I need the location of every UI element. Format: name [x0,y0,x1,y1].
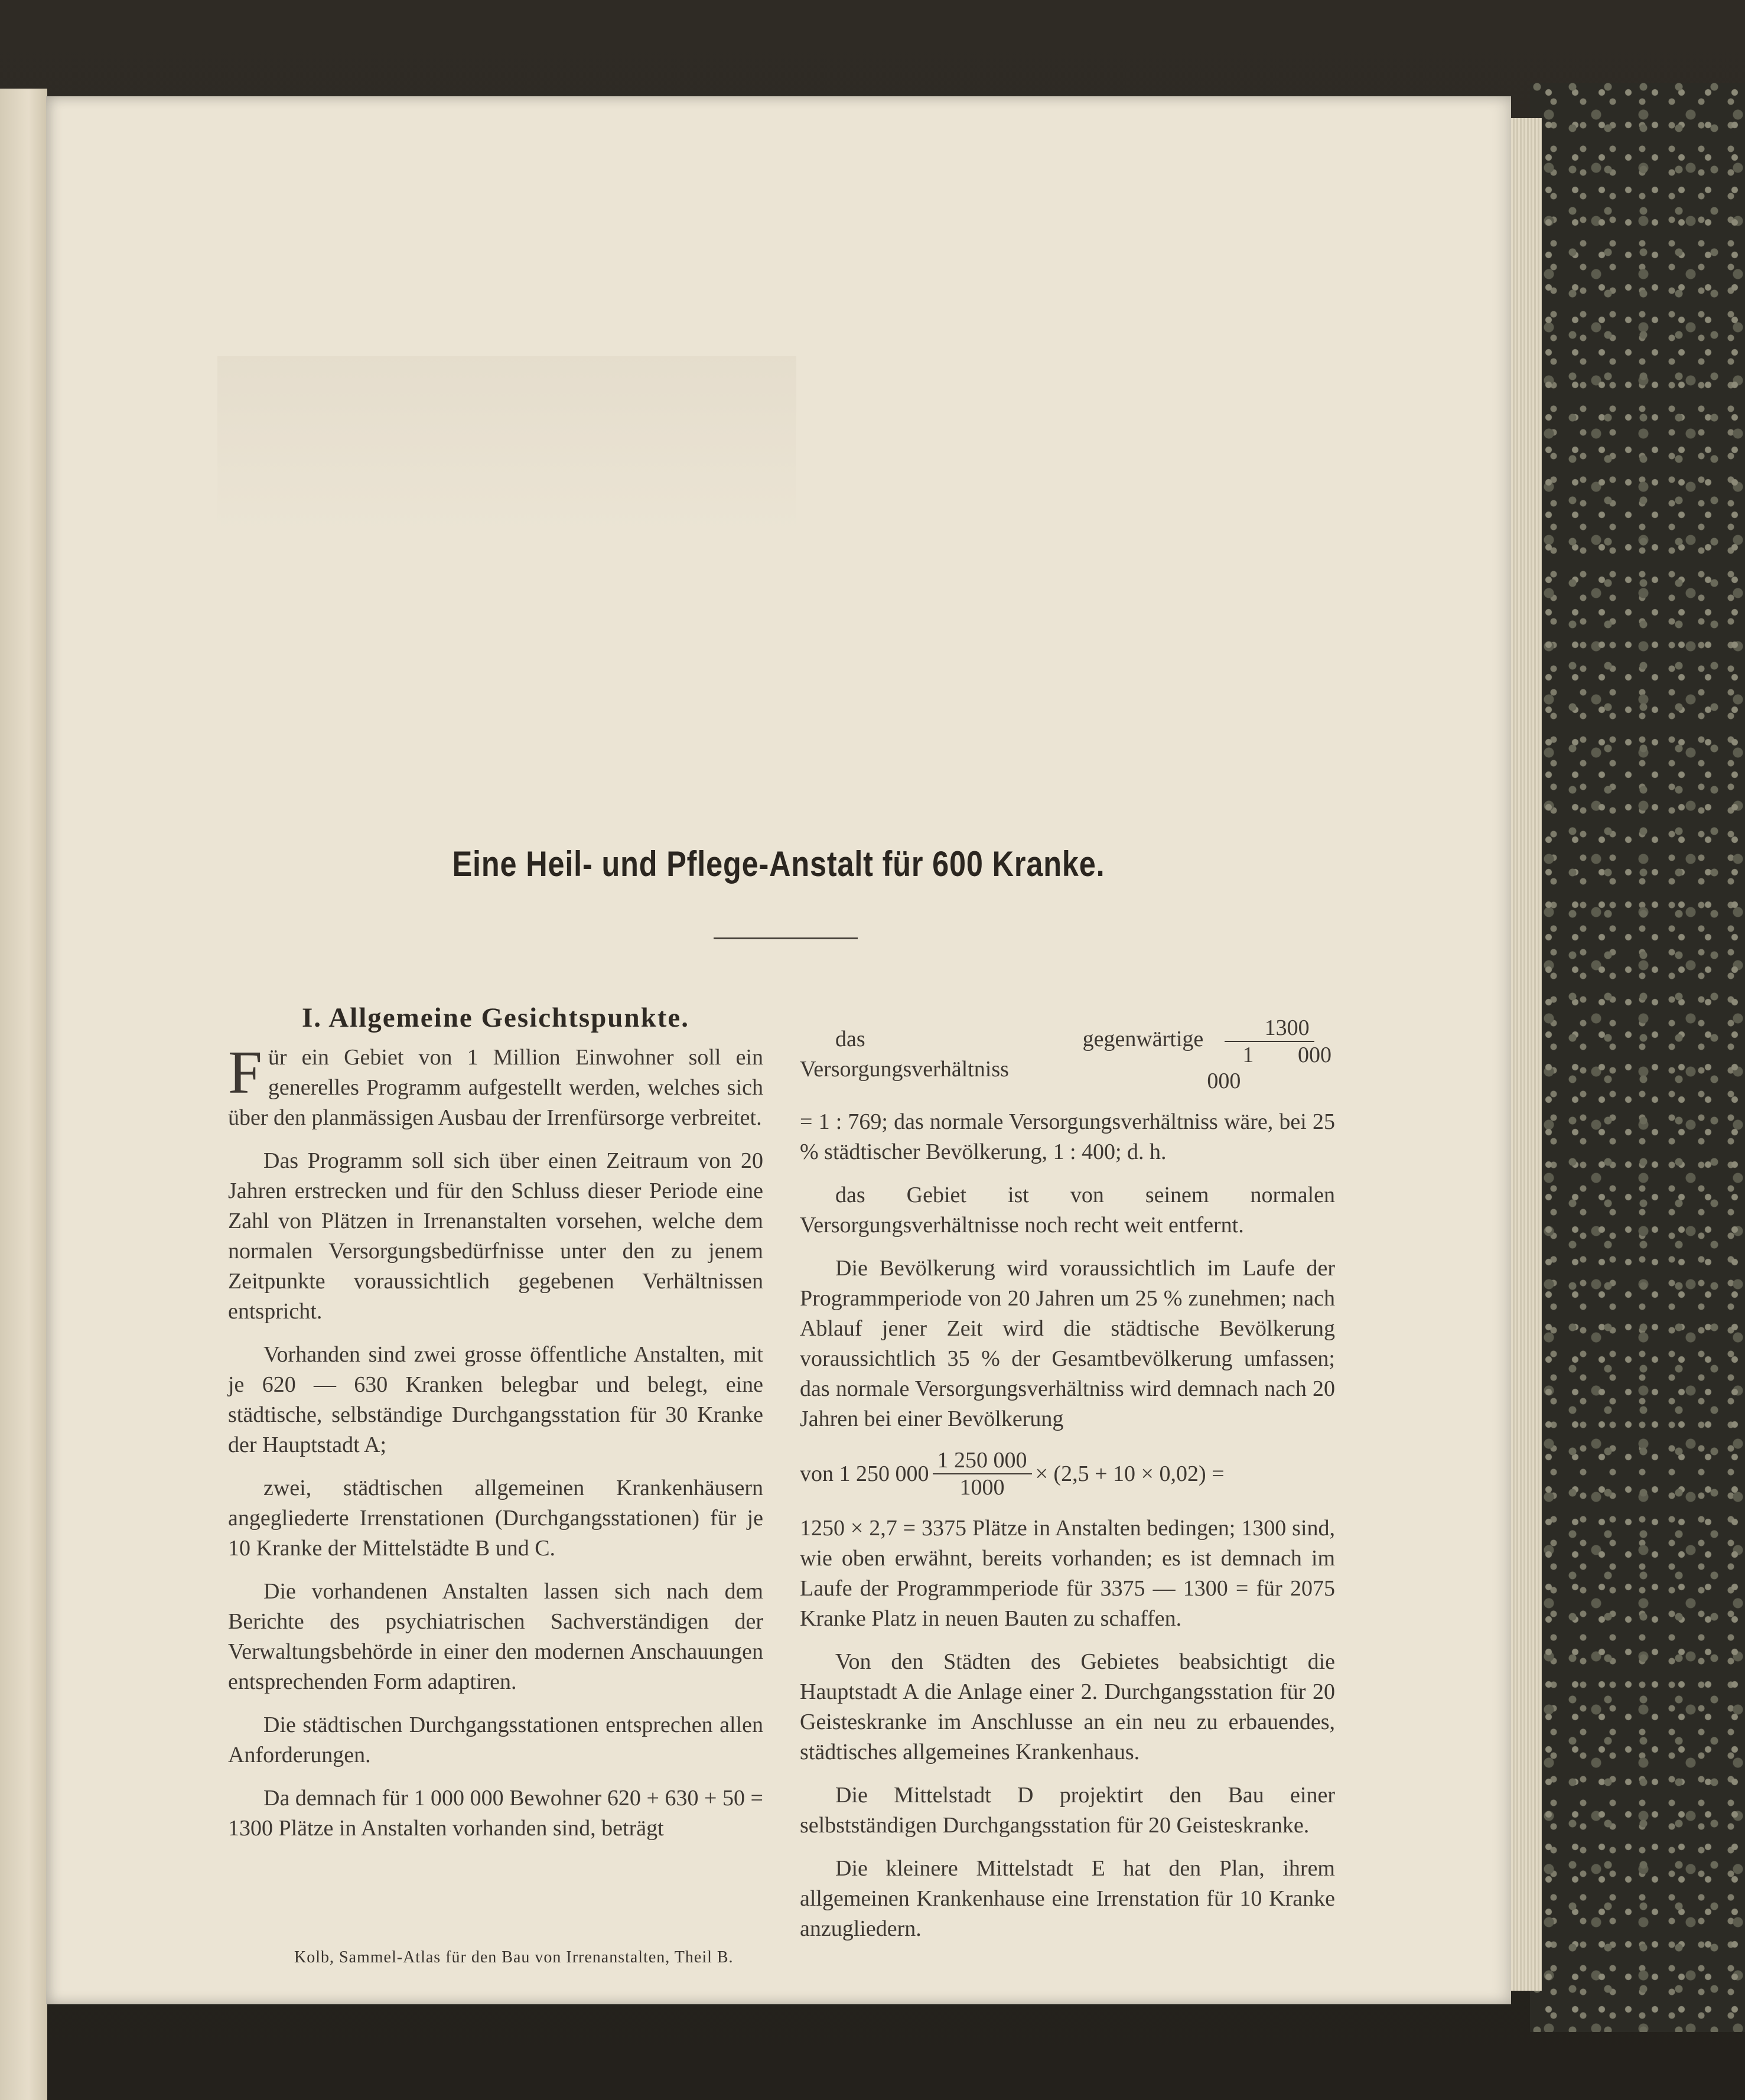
paragraph-r2: das Gebiet ist von seinem normalen Versorgungsverhältnisse noch recht weit entfernt. [800,1183,1335,1238]
paragraph-4: zwei, städtischen allgemeinen Krankenhäusern angegliederte Irrenstationen (Durchgangsstationen) für je 10 Kranke der Mittelstädte B und C. [228,1476,763,1561]
fraction-1 [1207,1015,1331,1094]
paragraph-3: Vorhanden sind zwei grosse öffentliche Anstalten, mit je 620 — 630 Kranken belegbar und belegt, eine städtische, selbständige Durchgangsstation für 30 Kranke der Hauptstadt A; [228,1342,763,1457]
right-column [800,1015,1335,1957]
page-stack-edge [1509,118,1542,1991]
book-page [46,96,1511,2004]
drop-initial: F [228,1038,262,1106]
equation-1-text: das gegenwärtige Versorgungsverhältniss [800,1027,1204,1082]
paragraph-2: Das Programm soll sich über einen Zeitraum von 20 Jahren erstrecken und für den Schluss dieser Periode eine Zahl von Plätzen in Irrenanstalten vorsehen, welche dem normalen Versorgungsbedürfnisse unter den zu jenem Zeitpunkte voraussichtlich gegebenen Verhältnissen entspricht. [228,1148,763,1324]
paragraph-5: Die vorhandenen Anstalten lassen sich nach dem Berichte des psychiatrischen Sachverständigen der Verwaltungsbehörde in einer den modernen Anschauungen entsprechenden Form adaptiren. [228,1579,763,1694]
book-cover-edge [1530,83,1745,2032]
page-title: Eine Heil- und Pflege-Anstalt für 600 Kranke. [452,844,1105,884]
equation-2-post: × (2,5 + 10 × 0,02) = [1035,1461,1225,1486]
page-footer: Kolb, Sammel-Atlas für den Bau von Irrenanstalten, Theil B. [294,1948,734,1966]
fraction-2-numerator: 1 250 000 [933,1447,1032,1474]
paragraph-7: Da demnach für 1 000 000 Bewohner 620 + 630 + 50 = 1300 Plätze in Anstalten vorhanden sind, beträgt [228,1786,763,1841]
title-rule [714,937,858,939]
left-column [228,1003,763,1857]
fraction-1-numerator: 1300 [1225,1015,1314,1042]
paragraph-1 [228,1038,763,1133]
equation-1 [800,1015,1335,1094]
show-through-text [217,356,796,533]
paragraph-r7: Die kleinere Mittelstadt E hat den Plan, ihrem allgemeinen Krankenhause eine Irrenstation für 10 Kranke anzugliedern. [800,1856,1335,1941]
fraction-2 [933,1447,1032,1500]
equation-2 [800,1447,1335,1500]
section-heading: I. Allgemeine Gesichtspunkte. [302,1002,689,1033]
paragraph-r5: Von den Städten des Gebietes beabsichtigt die Hauptstadt A die Anlage einer 2. Durchgangsstation für 20 Geisteskranke im Anschlusse an ein neu zu erbauendes, städtisches allgemeines Krankenhaus. [800,1649,1335,1764]
paragraph-r3: Die Bevölkerung wird voraussichtlich im Laufe der Programmperiode von 20 Jahren um 25 % zunehmen; nach Ablauf jener Zeit wird die städtische Bevölkerung voraussichtlich 35 % der Gesamtbevölkerung umfassen; das normale Versorgungsverhältniss wird demnach nach 20 Jahren bei einer Bevölkerung [800,1256,1335,1431]
paragraph-1-text: ür ein Gebiet von 1 Million Einwohner soll ein generelles Programm aufgestellt werden, welches sich über den planmässigen Ausbau der Irrenfürsorge verbreitet. [228,1045,763,1130]
equation-2-pre: von 1 250 000 [800,1461,929,1486]
left-page-edge [0,89,47,2100]
paragraph-r6: Die Mittelstadt D projektirt den Bau einer selbstständigen Durchgangsstation für 20 Geisteskranke. [800,1783,1335,1838]
fraction-1-denominator: 1 000 000 [1207,1043,1331,1093]
paragraph-r1: = 1 : 769; das normale Versorgungsverhältniss wäre, bei 25 % städtischer Bevölkerung, 1 : 400; d. h. [800,1109,1335,1164]
paragraph-6: Die städtischen Durchgangsstationen entsprechen allen Anforderungen. [228,1712,763,1767]
paragraph-r4: 1250 × 2,7 = 3375 Plätze in Anstalten bedingen; 1300 sind, wie oben erwähnt, bereits vorhanden; es ist demnach im Laufe der Programmperiode für 3375 — 1300 = für 2075 Kranke Platz in neuen Bauten zu schaffen. [800,1516,1335,1631]
fraction-2-denominator: 1000 [959,1475,1005,1500]
